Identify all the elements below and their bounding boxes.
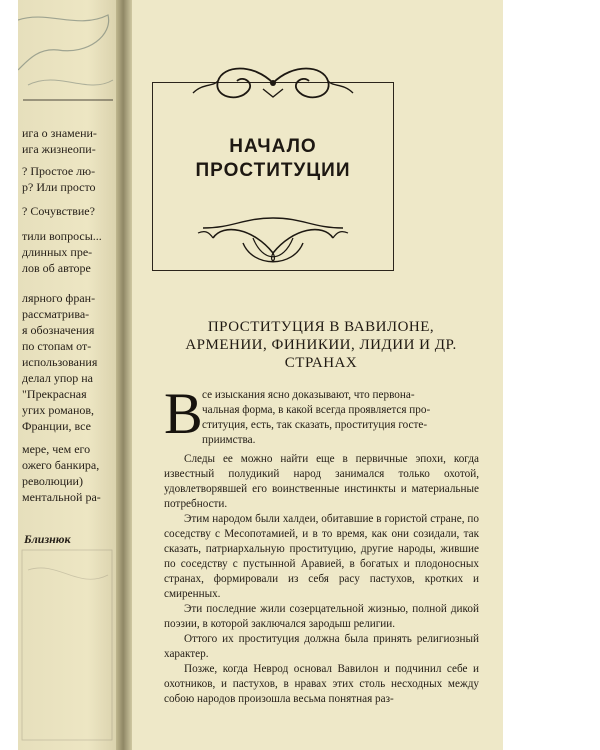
chapter-title: [153, 135, 393, 183]
left-text-line: ментальной ра-: [22, 490, 101, 504]
left-page: [18, 0, 118, 750]
left-text-line: угих романов,: [22, 403, 95, 417]
left-text-line: использования: [22, 355, 98, 369]
left-text-line: рассматрива-: [22, 307, 90, 321]
left-text-line: р? Или просто: [22, 180, 96, 194]
body-paragraph: Оттого их проституция должна была принять религиозный характер.: [164, 633, 479, 660]
left-page-ornament-top: [18, 0, 118, 110]
left-text-line: ? Сочувствие?: [22, 204, 95, 218]
body-paragraph: Этим народом были халдеи, обитавшие в гористой стране, по соседству с Месопотамией, и в то время, как они созидали, так сказать, патриархальную проституцию, другие народы, жившие по соседству с пустынной Аравией, в богатых и плодоносных странах, формировали из себя расу пастухов, кротких и смиренных.: [164, 513, 479, 600]
left-page-ornament-bottom: [18, 520, 118, 750]
left-text-line: я обозначения: [22, 323, 95, 337]
first-paragraph: [164, 381, 479, 448]
left-text-line: ? Простое лю-: [22, 164, 96, 178]
body-paragraph: Эти последние жили созерцательной жизнью, полной дикой поэзии, в которой заключался зародыш религии.: [164, 603, 479, 630]
body-paragraph: Следы ее можно найти еще в первичные эпохи, когда известный полудикий народ занимался только охотой, удовлетворявшей его воинственные инстинкты и материальные потребности.: [164, 453, 479, 510]
first-paragraph-line: ституция, есть, так сказать, проституция госте-: [202, 419, 428, 431]
open-book: [18, 0, 503, 750]
body-paragraph: Позже, когда Неврод основал Вавилон и подчинил себе и охотников, и пастухов, в нравах этих столь несходных между собою народов произошла весьма понятная раз-: [164, 663, 479, 705]
first-paragraph-line: се изыскания ясно доказывают, что первона-: [202, 389, 415, 401]
left-author-name: Близнюк: [24, 532, 71, 546]
drop-cap-letter: В: [164, 381, 203, 446]
first-paragraph-line: чальная форма, в какой всегда проявляется про-: [202, 404, 431, 416]
chapter-title-frame: [152, 82, 394, 271]
section-title-line-2: АРМЕНИИ, ФИНИКИИ, ЛИДИИ И ДР.: [185, 337, 457, 353]
first-paragraph-line: приимства.: [202, 434, 256, 446]
left-text-line: мере, чем его: [22, 442, 91, 456]
left-text-line: тили вопросы...: [22, 229, 102, 243]
book-gutter: [116, 0, 132, 750]
left-text-line: делал упор на: [22, 371, 94, 385]
left-text-line: ожего банкира,: [22, 458, 100, 472]
top-scroll-ornament: [183, 53, 363, 119]
body-text: [164, 452, 479, 707]
left-text-line: по стопам от-: [22, 339, 92, 353]
left-text-line: ига о знамени-: [22, 126, 97, 140]
bottom-knot-ornament: [193, 208, 353, 288]
left-text-line: Франции, все: [22, 419, 91, 433]
left-text-line: длинных пре-: [22, 245, 93, 259]
left-text-line: ига жизнеопи-: [22, 142, 96, 156]
chapter-title-line-2: ПРОСТИТУЦИИ: [195, 160, 351, 181]
left-text-line: "Прекрасная: [22, 387, 87, 401]
left-text-line: лов об авторе: [22, 261, 91, 275]
chapter-title-line-1: НАЧАЛО: [229, 136, 317, 157]
left-text-line: лярного фран-: [22, 291, 96, 305]
right-page: [132, 0, 503, 750]
left-text-line: революции): [22, 474, 83, 488]
section-title: [166, 318, 476, 372]
section-title-line-1: ПРОСТИТУЦИЯ В ВАВИЛОНЕ,: [207, 319, 435, 335]
section-title-line-3: СТРАНАХ: [284, 355, 358, 371]
